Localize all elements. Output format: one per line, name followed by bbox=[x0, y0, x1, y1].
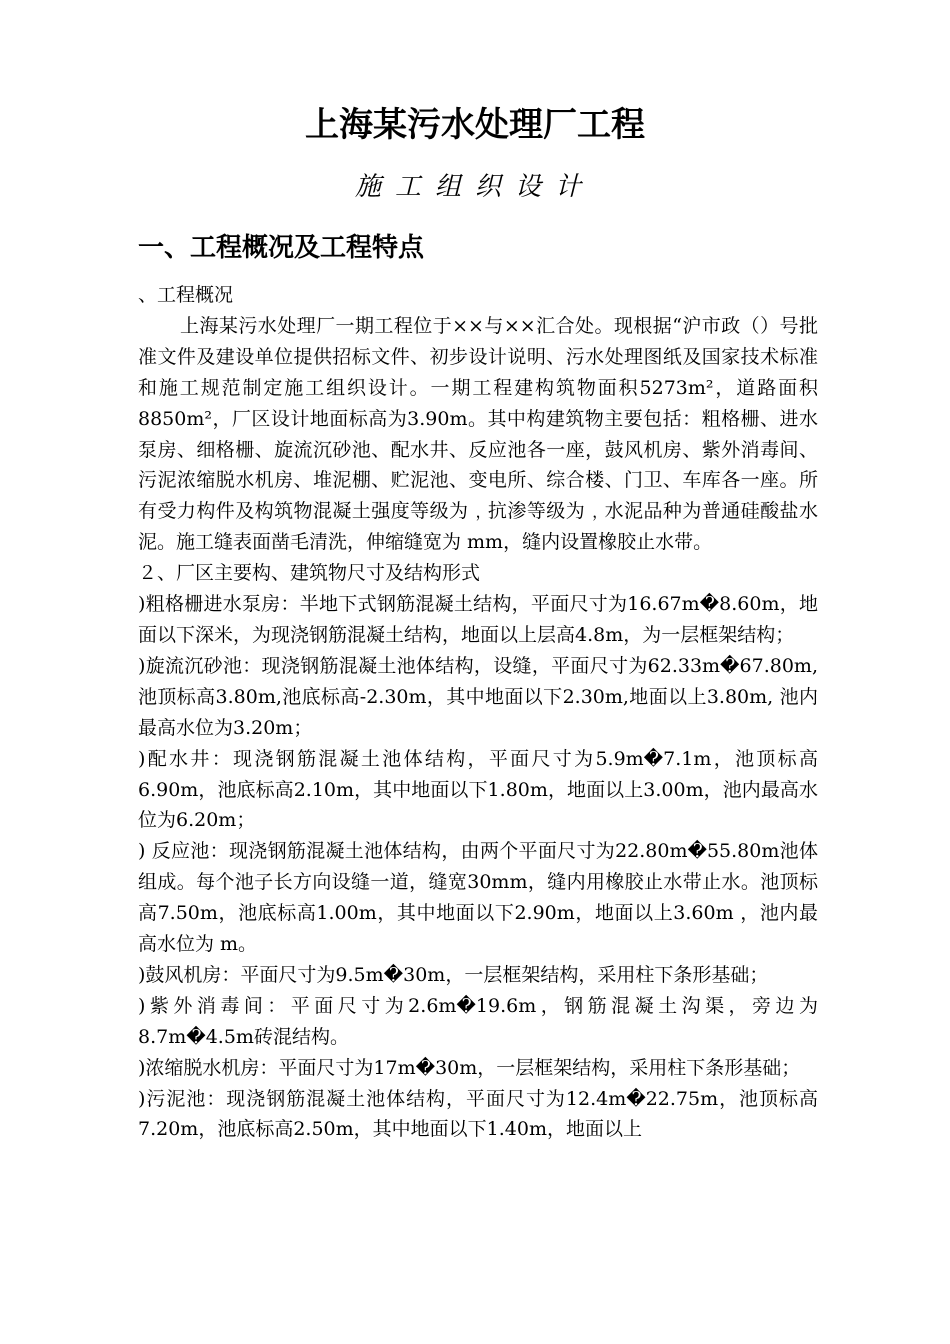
overview-paragraph: 上海某污水处理厂一期工程位于××与××汇合处。现根据“沪市政（）号批准文件及建设单位提供招标文件、初步设计说明、污水处理图纸及国家技术标准和施工规范制定施工组织设计。一期工程建构筑物面积5273m²，道路面积8850m²，厂区设计地面标高为3.90m。其中构建筑物主要包括：粗格栅、进水泵房、细格栅、旋流沉砂池、配水井、反应池各一座，鼓风机房、紫外消毒间、污泥浓缩脱水机房、堆泥棚、贮泥池、变电所、综合楼、门卫、车库各一座。所有受力构件及构筑物混凝土强度等级为﹐抗渗等级为﹐水泥品种为普通硅酸盐水泥。施工缝表面凿毛清洗，伸缩缝宽为 mm，缝内设置橡胶止水带。 bbox=[138, 314, 818, 554]
subsection-heading: ２、厂区主要构、建筑物尺寸及结构形式 bbox=[138, 562, 481, 585]
structure-item: )污泥池：现浇钢筋混凝土池体结构，平面尺寸为12.4m�22.75m，池顶标高7.20m，池底标高2.50m，其中地面以下1.40m，地面以上 bbox=[138, 1087, 818, 1141]
structure-item: )配水井：现浇钢筋混凝土池体结构，平面尺寸为5.9m�7.1m，池顶标高6.90m，池底标高2.10m，其中地面以下1.80m，地面以上3.00m，池内最高水位为6.20m； bbox=[138, 747, 818, 832]
document-title: 上海某污水处理厂工程 bbox=[305, 105, 645, 145]
structure-item: ) 反应池：现浇钢筋混凝土池体结构，由两个平面尺寸为22.80m�55.80m池体组成。每个池子长方向设缝一道，缝宽30mm，缝内用橡胶止水带止水。池顶标高7.50m，池底标高1.00m，其中地面以下2.90m，地面以上3.60m ，池内最高水位为 m。 bbox=[138, 840, 818, 956]
subsection-heading: 、工程概况 bbox=[138, 284, 234, 306]
structure-item: )浓缩脱水机房：平面尺寸为17m�30m，一层框架结构，采用柱下条形基础； bbox=[138, 1056, 801, 1079]
structure-item: )鼓风机房：平面尺寸为9.5m�30m，一层框架结构，采用柱下条形基础； bbox=[138, 963, 769, 986]
document-body bbox=[138, 280, 818, 1145]
structure-item: )旋流沉砂池：现浇钢筋混凝土池体结构，设缝，平面尺寸为62.33m�67.80m,池顶标高3.80m,池底标高-2.30m，其中地面以下2.30m,地面以上3.80m, 池内最高水位为3.20m； bbox=[138, 654, 818, 739]
structure-item: )紫外消毒间：平面尺寸为2.6m�19.6m，钢筋混凝土沟渠，旁边为8.7m�4.5m砖混结构。 bbox=[138, 994, 818, 1048]
section-heading: 一、工程概况及工程特点 bbox=[138, 233, 425, 263]
structure-item: )粗格栅进水泵房：半地下式钢筋混凝土结构，平面尺寸为16.67m�8.60m，地面以下深米，为现浇钢筋混凝土结构，地面以上层高4.8m，为一层框架结构； bbox=[138, 593, 818, 646]
document-subtitle: 施工组织设计 bbox=[354, 172, 595, 202]
